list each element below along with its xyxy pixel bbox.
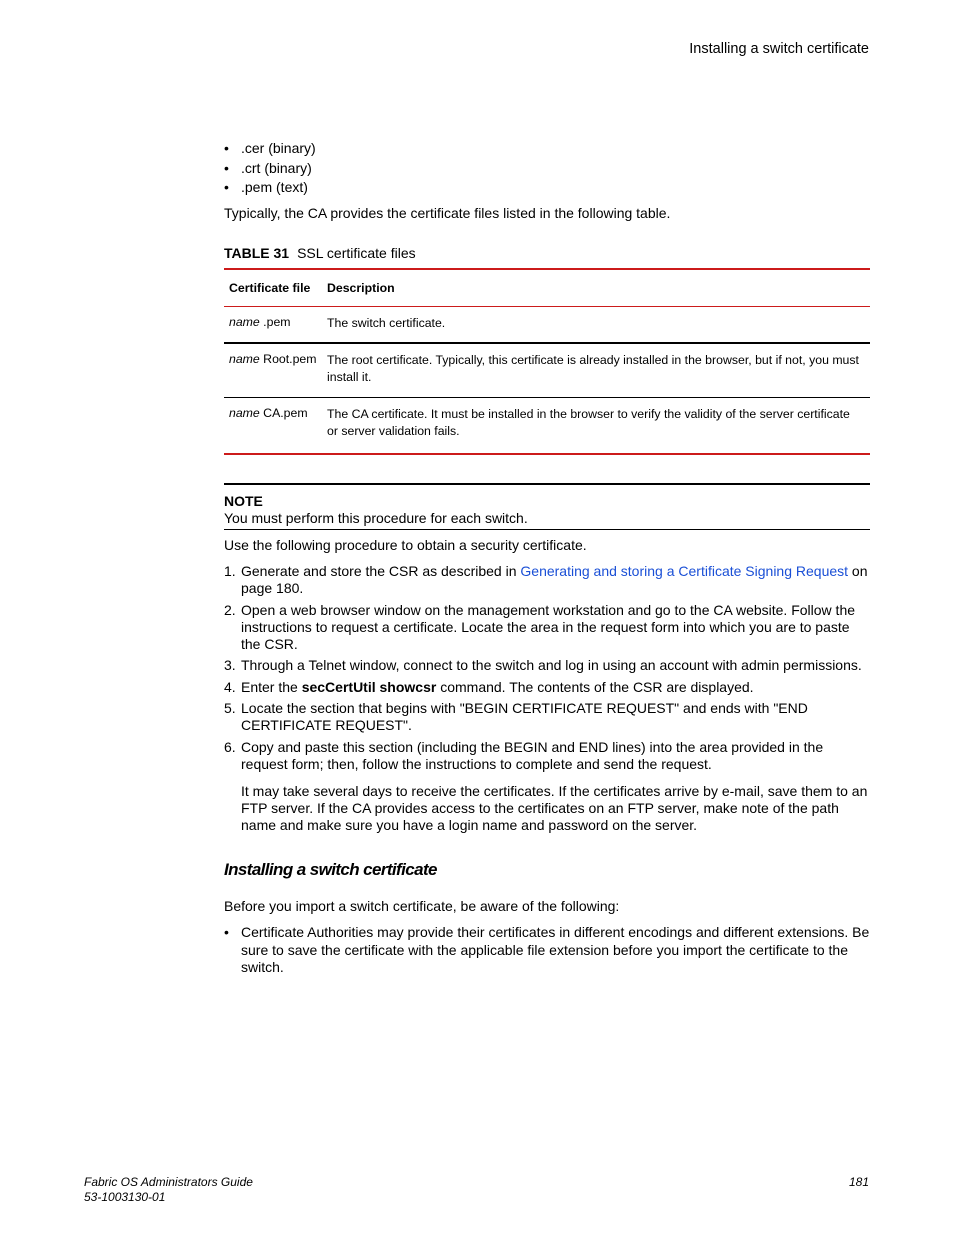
doc-number: 53-1003130-01 (84, 1190, 166, 1204)
csr-section-link[interactable]: Generating and storing a Certificate Signing Request (520, 563, 849, 579)
list-item: • .pem (text) (224, 178, 870, 198)
table-caption (224, 245, 870, 261)
step-item (224, 563, 870, 597)
table-label: TABLE 31 (224, 245, 290, 261)
procedure-steps (224, 563, 870, 838)
column-header: Description (327, 280, 395, 295)
table-title: SSL certificate files (297, 245, 416, 261)
step-text: Locate the section that begins with "BEGIN CERTIFICATE REQUEST" and ends with "END CERTIFICATE REQUEST". (241, 700, 808, 733)
table-cell (224, 406, 327, 453)
file-suffix: Root.pem (259, 352, 317, 366)
step-number: 4. (224, 678, 236, 695)
step-item (224, 700, 870, 734)
table-header-row (224, 270, 870, 307)
list-item: • .cer (binary) (224, 139, 870, 159)
file-suffix: CA.pem (259, 406, 308, 420)
note-text: You must perform this procedure for each switch. (224, 510, 528, 526)
table-cell: The CA certificate. It must be installed in the browser to verify the validity of the server certificate or server validation fails. (327, 407, 850, 438)
followup-paragraph: It may take several days to receive the certificates. If the certificates arrive by e-mail, save them to an FTP server. If the CA provides access to the certificates on an FTP server, make note of the path name and make sure you have a login name and password on the server. (241, 782, 868, 833)
step-item (224, 739, 870, 834)
table-cell (224, 352, 327, 397)
file-type-list (224, 139, 870, 198)
step-text: command. The contents of the CSR are displayed. (436, 678, 754, 695)
table-cell: The switch certificate. (327, 316, 446, 330)
step-number: 2. (224, 601, 236, 618)
step-number: 5. (224, 700, 236, 716)
step-text: Copy and paste this section (including the BEGIN and END lines) into the area provided in the request form; then, follow the instructions to complete and send the request. (241, 738, 824, 772)
note-box (224, 483, 870, 530)
column-header: Certificate file (229, 281, 311, 295)
footer-left (84, 1175, 253, 1205)
section-bullet-list (224, 924, 870, 977)
step-number: 3. (224, 657, 236, 673)
step-text: Enter the (241, 678, 302, 695)
command-name: secCertUtil showcsr (301, 678, 437, 695)
file-name-var: name (229, 352, 260, 366)
step-text: Generate and store the CSR as described in (241, 563, 521, 579)
section-heading: Installing a switch certificate (224, 860, 437, 879)
certificate-files-table (224, 268, 870, 455)
step-number: 1. (224, 563, 236, 579)
step-text: Through a Telnet window, connect to the switch and log in using an account with admin permissions. (241, 657, 862, 673)
list-item: • Certificate Authorities may provide their certificates in different encodings and different extensions. Be sure to save the certificate with the applicable file extension before you import the certificate to the switch. (224, 924, 870, 977)
note-title: NOTE (224, 493, 263, 509)
list-item: • .crt (binary) (224, 159, 870, 179)
step-item (224, 602, 870, 653)
section-intro: Before you import a switch certificate, be aware of the following: (224, 898, 620, 914)
table-row (224, 307, 870, 344)
procedure-intro: Use the following procedure to obtain a security certificate. (224, 537, 587, 553)
guide-title: Fabric OS Administrators Guide (84, 1175, 253, 1189)
table-row (224, 398, 870, 453)
table-cell (224, 315, 327, 342)
step-number: 6. (224, 738, 236, 755)
file-name-var: name (229, 315, 260, 329)
running-header: Installing a switch certificate (689, 41, 869, 57)
page-number: 181 (848, 1175, 869, 1189)
step-item (224, 679, 870, 696)
table-row (224, 344, 870, 398)
step-item (224, 657, 870, 674)
file-suffix: .pem (259, 315, 291, 329)
intro-paragraph: Typically, the CA provides the certificate files listed in the following table. (224, 205, 671, 221)
table-cell: The root certificate. Typically, this certificate is already installed in the browser, but if not, you must install it. (327, 353, 859, 384)
file-name-var: name (229, 406, 260, 420)
step-text: on page 180. (241, 563, 868, 596)
step-text: Open a web browser window on the management workstation and go to the CA website. Follow the instructions to request a certificate. Locate the area in the request form into which you are to paste the CSR. (241, 601, 856, 652)
